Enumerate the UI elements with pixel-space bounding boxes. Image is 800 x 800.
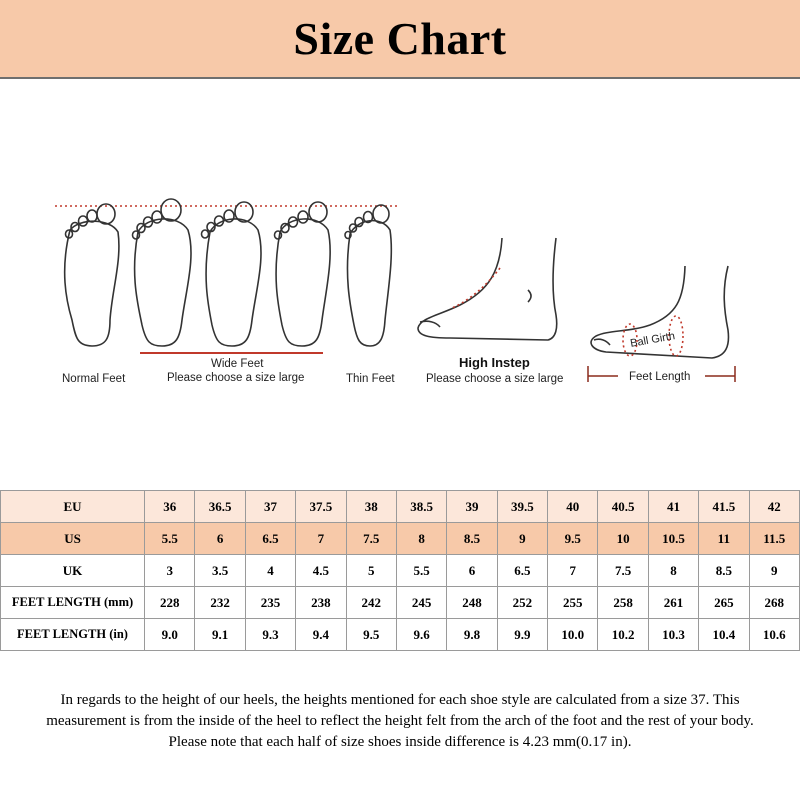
size-cell: 5 [346,555,396,587]
row-label: US [1,523,145,555]
size-cell: 10.5 [648,523,698,555]
size-cell: 6 [447,555,497,587]
size-cell: 10.2 [598,619,648,651]
size-cell: 10 [598,523,648,555]
wide-foot-icon-2 [202,202,262,346]
wide-foot-icon-1 [133,199,192,346]
size-cell: 255 [548,587,598,619]
caption-ball-girth: Ball Girth [629,330,676,350]
size-row-eu [1,491,800,523]
size-cell: 10.0 [548,619,598,651]
size-cell: 9.5 [548,523,598,555]
size-cell: 265 [699,587,749,619]
size-cell: 38.5 [396,491,446,523]
size-cell: 268 [749,587,800,619]
size-cell: 36 [145,491,195,523]
title-banner [0,0,800,79]
size-cell: 238 [296,587,346,619]
size-cell: 8 [648,555,698,587]
caption-high-instep-note: Please choose a size large [426,373,564,385]
size-cell: 6.5 [245,523,295,555]
size-cell: 9 [497,523,547,555]
size-cell: 10.3 [648,619,698,651]
row-label: EU [1,491,145,523]
high-instep-foot-icon [418,238,557,340]
size-cell: 10.4 [699,619,749,651]
size-cell: 40 [548,491,598,523]
size-cell: 8.5 [699,555,749,587]
size-cell: 9.1 [195,619,245,651]
row-label: FEET LENGTH (mm) [1,587,145,619]
caption-thin-feet: Thin Feet [346,373,395,385]
size-row-feet-length-mm [1,587,800,619]
size-cell: 39 [447,491,497,523]
size-cell: 9 [749,555,800,587]
size-cell: 42 [749,491,800,523]
size-row-uk [1,555,800,587]
size-cell: 37.5 [296,491,346,523]
size-cell: 7 [548,555,598,587]
size-cell: 37 [245,491,295,523]
size-cell: 5.5 [396,555,446,587]
sizing-note [20,690,780,753]
size-cell: 9.6 [396,619,446,651]
sizing-note-line-1: In regards to the height of our heels, the heights mentioned for each shoe style are calculated from a size 37. This [60,692,740,708]
thin-foot-icon [345,205,391,346]
size-cell: 4.5 [296,555,346,587]
size-cell: 11.5 [749,523,800,555]
size-cell: 252 [497,587,547,619]
size-cell: 39.5 [497,491,547,523]
size-cell: 36.5 [195,491,245,523]
size-cell: 9.0 [145,619,195,651]
size-cell: 41 [648,491,698,523]
size-cell: 6.5 [497,555,547,587]
size-chart-table [0,490,800,651]
sizing-note-line-2: measurement is from the inside of the heel to reflect the height felt from the arch of the foot and the rest of your body. [46,713,754,729]
size-cell: 11 [699,523,749,555]
caption-high-instep: High Instep [459,355,530,370]
size-cell: 9.9 [497,619,547,651]
size-cell: 3.5 [195,555,245,587]
size-row-us [1,523,800,555]
size-cell: 242 [346,587,396,619]
size-cell: 235 [245,587,295,619]
size-cell: 258 [598,587,648,619]
size-cell: 9.3 [245,619,295,651]
caption-wide-feet: Wide Feet [211,358,264,370]
size-cell: 8 [396,523,446,555]
size-cell: 38 [346,491,396,523]
size-cell: 9.5 [346,619,396,651]
size-cell: 245 [396,587,446,619]
caption-wide-feet-note: Please choose a size large [167,372,305,384]
size-cell: 9.4 [296,619,346,651]
page-title: Size Chart [293,13,507,64]
size-cell: 7.5 [346,523,396,555]
size-cell: 10.6 [749,619,800,651]
size-cell: 232 [195,587,245,619]
size-row-feet-length-in [1,619,800,651]
row-label: UK [1,555,145,587]
size-cell: 7.5 [598,555,648,587]
size-cell: 5.5 [145,523,195,555]
size-cell: 261 [648,587,698,619]
wide-foot-icon-3 [275,202,331,346]
row-label: FEET LENGTH (in) [1,619,145,651]
size-cell: 6 [195,523,245,555]
size-cell: 7 [296,523,346,555]
sizing-note-line-3: Please note that each half of size shoes inside difference is 4.23 mm(0.17 in). [168,734,632,750]
size-cell: 248 [447,587,497,619]
caption-feet-length: Feet Length [629,371,691,383]
size-cell: 4 [245,555,295,587]
size-cell: 8.5 [447,523,497,555]
caption-normal-feet: Normal Feet [62,373,126,385]
size-cell: 228 [145,587,195,619]
foot-diagrams [0,190,800,400]
size-chart-body [1,491,800,651]
foot-type-illustration [0,190,800,400]
size-cell: 40.5 [598,491,648,523]
size-cell: 41.5 [699,491,749,523]
normal-foot-icon [65,204,119,346]
size-cell: 9.8 [447,619,497,651]
size-cell: 3 [145,555,195,587]
